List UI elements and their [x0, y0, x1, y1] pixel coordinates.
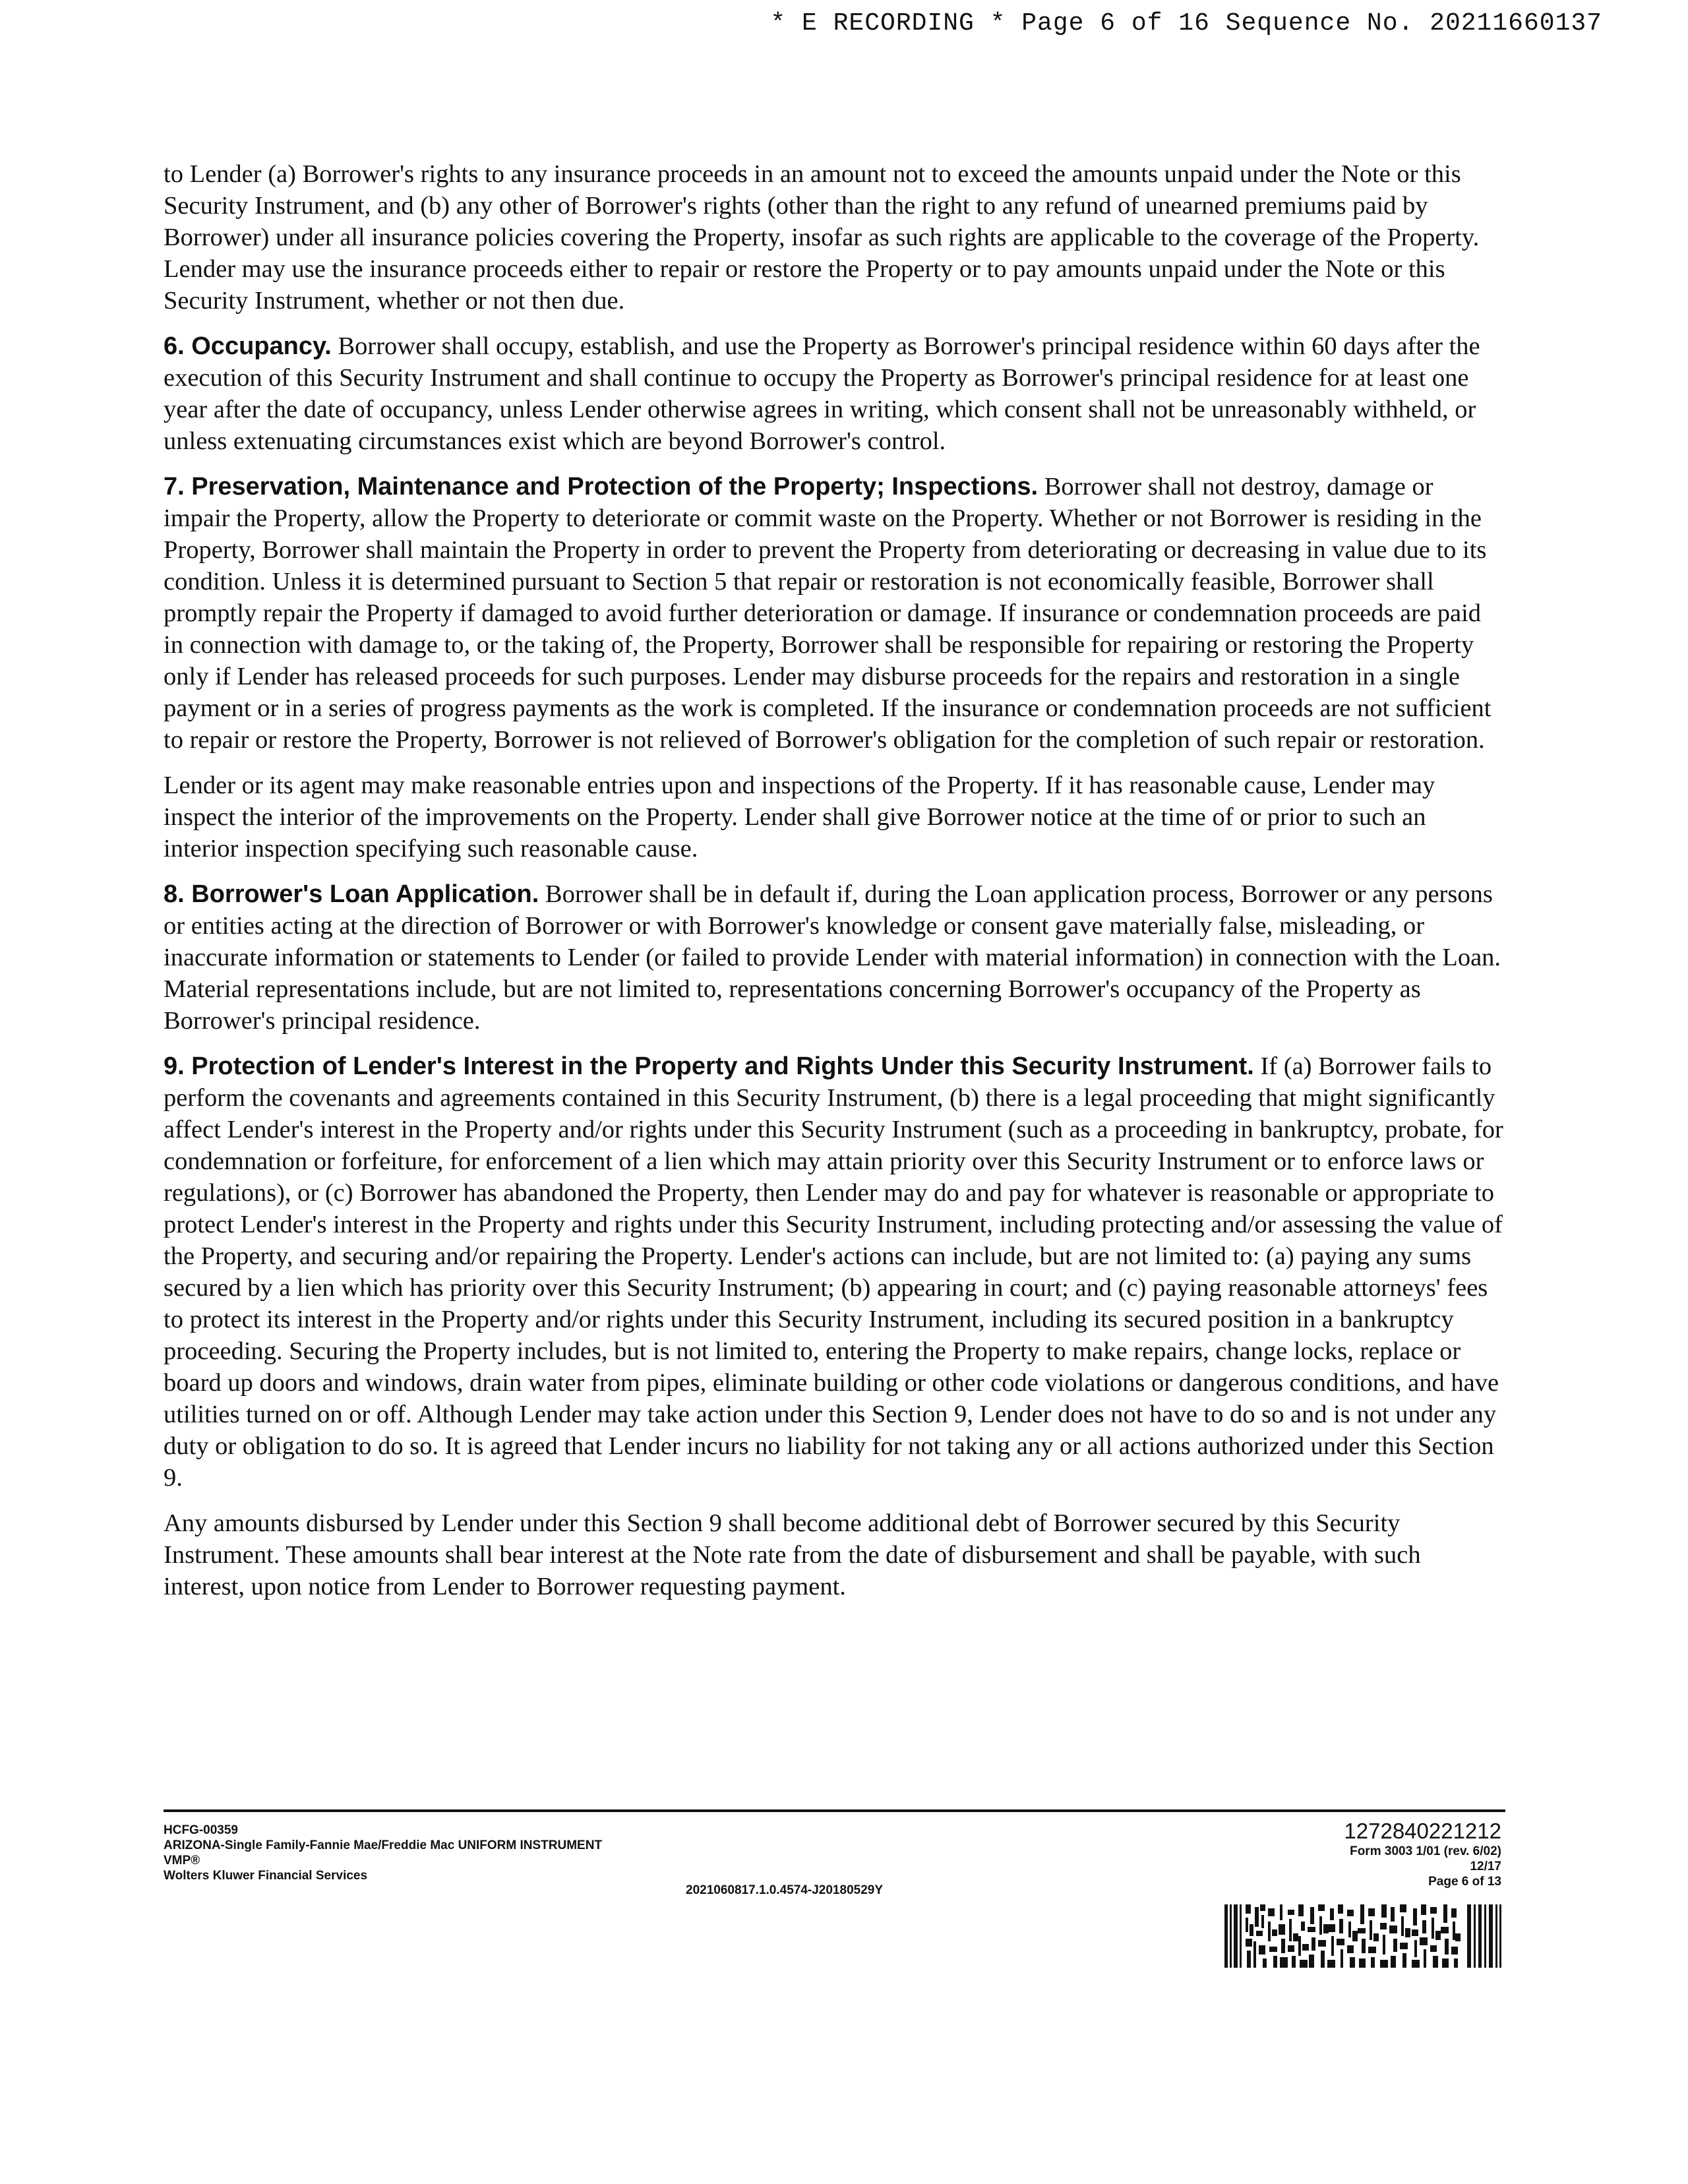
section-6-text: Borrower shall occupy, establish, and use the Property as Borrower's principal residence within 60 days after the execution of this Security Instrument and shall continue to occupy the Property as Borrower's principal residence for at least one year after the date of occupancy, unless Lender otherwise agrees in writing, which consent shall not be unreasonably withheld, or unless extenuating circumstances exist which are beyond Borrower's control. [164, 332, 1480, 455]
section-8-text: Borrower shall be in default if, during the Loan application process, Borrower or any persons or entities acting at the direction of Borrower or with Borrower's knowledge or consent gave materially false, misleading, or inaccurate information or statements to Lender (or failed to provide Lender with material information) in connection with the Loan. Material representations include, but are not limited to, representations concerning Borrower's occupancy of the Property as Borrower's principal residence. [164, 880, 1501, 1035]
recording-header: * E RECORDING * Page 6 of 16 Sequence No. 20211660137 [770, 9, 1602, 38]
document-body [164, 158, 1505, 1616]
footer-divider [164, 1809, 1505, 1812]
form-code: HCFG-00359 [164, 1823, 238, 1837]
footer-left-block [164, 1823, 602, 1883]
section-9-text: If (a) Borrower fails to perform the covenants and agreements contained in this Security Instrument, (b) there is a legal proceeding that might significantly affect Lender's interest in the Property and/or rights under this Security Instrument (such as a proceeding in bankruptcy, probate, for condemnation or forfeiture, for enforcement of a lien which may attain priority over this Security Instrument or to enforce laws or regulations), or (c) Borrower has abandoned the Property, then Lender may do and pay for whatever is reasonable or appropriate to protect Lender's interest in the Property and rights under this Security Instrument, including protecting and/or assessing the value of the Property, and securing and/or repairing the Property. Lender's actions can include, but are not limited to: (a) paying any sums secured by a lien which has priority over this Security Instrument; (b) appearing in court; and (c) paying reasonable attorneys' fees to protect its interest in the Property and/or rights under this Security Instrument, including its secured position in a bankruptcy proceeding. Securing the Property includes, but is not limited to, entering the Property to make repairs, change locks, replace or board up doors and windows, drain water from pipes, eliminate building or other code violations or dangerous conditions, and have utilities turned on or off. Although Lender may take action under this Section 9, Lender does not have to do so and is not under any duty or obligation to do so. It is agreed that Lender incurs no liability for not taking any or all actions authorized under this Section 9. [164, 1052, 1503, 1492]
publisher-name: Wolters Kluwer Financial Services [164, 1869, 368, 1883]
section-9-disbursement-paragraph: Any amounts disbursed by Lender under this Section 9 shall become additional debt of Borrower secured by this Security Instrument. These amounts shall bear interest at the Note rate from the date of disbursement and shall be payable, with such interest, upon notice from Lender to Borrower requesting payment. [164, 1509, 1421, 1600]
section-9-title: 9. Protection of Lender's Interest in the Property and Rights Under this Security Instrument. [164, 1052, 1254, 1080]
section-8-loan-application [164, 878, 1505, 1037]
instrument-name: ARIZONA-Single Family-Fannie Mae/Freddie Mac UNIFORM INSTRUMENT [164, 1838, 603, 1852]
footer-right-block [1344, 1819, 1501, 1889]
loan-number: 1272840221212 [1344, 1819, 1501, 1843]
section-7-inspections-paragraph: Lender or its agent may make reasonable entries upon and inspections of the Property. If it has reasonable cause, Lender may inspect the interior of the improvements on the Property. Lender shall give Borrower notice at the time of or prior to such an interior inspection specifying such reasonable cause. [164, 772, 1435, 863]
form-number: Form 3003 1/01 (rev. 6/02) [1350, 1844, 1501, 1858]
barcode-image [1224, 1904, 1501, 1968]
vmp-mark: VMP® [164, 1854, 200, 1867]
intro-paragraph: to Lender (a) Borrower's rights to any insurance proceeds in an amount not to exceed the amounts unpaid under the Note or this Security Instrument, and (b) any other of Borrower's rights (other than the right to any refund of unearned premiums paid by Borrower) under all insurance policies covering the Property, insofar as such rights are applicable to the coverage of the Property. Lender may use the insurance proceeds either to repair or restore the Property or to pay amounts unpaid under the Note or this Security Instrument, whether or not then due. [164, 160, 1480, 315]
section-7-title: 7. Preservation, Maintenance and Protection of the Property; Inspections. [164, 473, 1039, 501]
section-8-title: 8. Borrower's Loan Application. [164, 880, 539, 908]
section-6-title: 6. Occupancy. [164, 332, 332, 360]
form-date: 12/17 [1470, 1860, 1501, 1873]
section-7-preservation [164, 471, 1505, 756]
section-6-occupancy [164, 330, 1505, 457]
document-id: 2021060817.1.0.4574-J20180529Y [686, 1883, 884, 1897]
section-9-protection [164, 1050, 1505, 1494]
section-7-text: Borrower shall not destroy, damage or impair the Property, allow the Property to deteriorate or commit waste on the Property. Whether or not Borrower is residing in the Property, Borrower shall maintain the Property in order to prevent the Property from deteriorating or decreasing in value due to its condition. Unless it is determined pursuant to Section 5 that repair or restoration is not economically feasible, Borrower shall promptly repair the Property if damaged to avoid further deterioration or damage. If insurance or condemnation proceeds are paid in connection with damage to, or the taking of, the Property, Borrower shall be responsible for repairing or restoring the Property only if Lender has released proceeds for such purposes. Lender may disburse proceeds for the repairs and restoration in a single payment or in a series of progress payments as the work is completed. If the insurance or condemnation proceeds are not sufficient to repair or restore the Property, Borrower is not relieved of Borrower's obligation for the completion of such repair or restoration. [164, 473, 1492, 754]
page-info: Page 6 of 13 [1428, 1875, 1501, 1889]
